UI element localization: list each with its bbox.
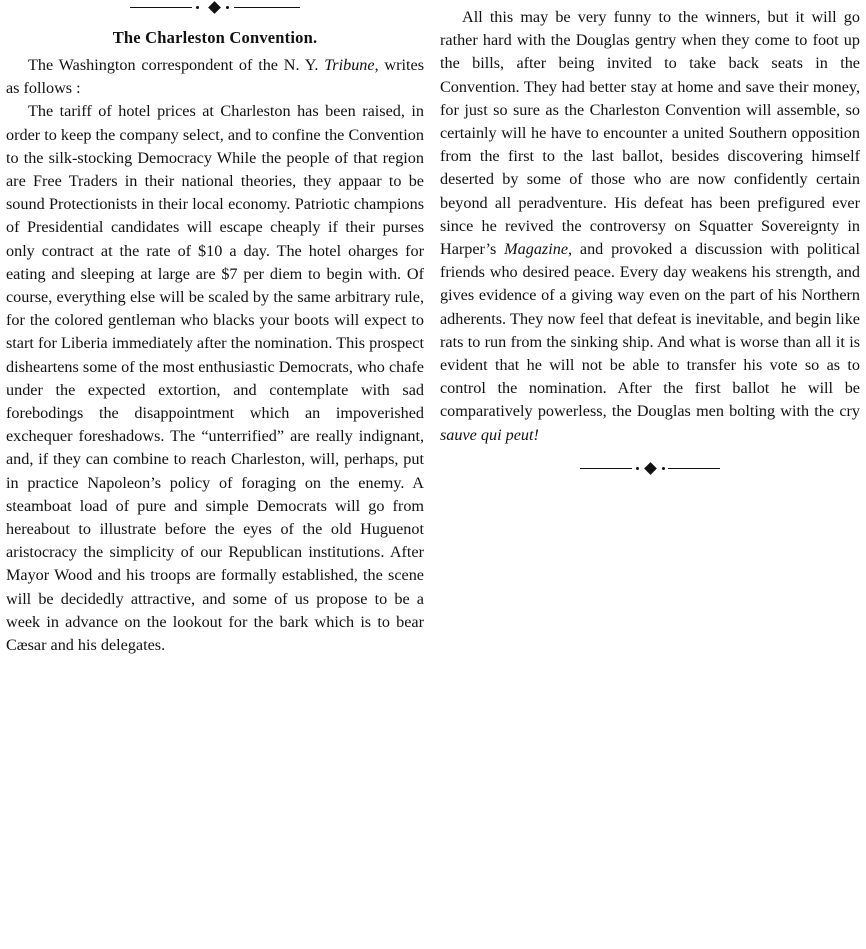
- right-body-paragraph: [440, 6, 860, 447]
- italic-run: Tribune: [324, 56, 375, 74]
- article-title: The Charleston Convention.: [112, 28, 318, 47]
- left-column: [6, 0, 424, 657]
- intro-paragraph: [6, 54, 424, 100]
- top-ornament-divider: [130, 0, 300, 16]
- right-column: [440, 0, 860, 477]
- text-run: , and provoked a discussion with political friends who desired peace. Every day weakens his strength, and gives evidence of a giving way even on the part of his Northern adherents. They now feel that defeat is inevitable, and begin like rats to run from the sinking ship. And what is worse than all it is evident that he will not be able to transfer his vote so as to control the nomination. After the first ballot he will be comparatively powerless, the Douglas men bolting with the cry: [440, 240, 860, 421]
- bottom-ornament-divider: [580, 461, 720, 477]
- left-body-paragraph: [6, 100, 424, 657]
- text-run: All this may be very funny to the winners, but it will go rather hard with the Douglas gentry when they come to foot up the bills, after being invited to take back seats in the Convention. They had better stay at home and save their money, for just so sure as the Charleston Convention will assemble, so certainly will he have to encounter a united Southern opposition from the first to the last ballot, besides discovering himself deserted by some of those who are now confidently certain beyond all peradventure. His defeat has been prefigured ever since he revived the controversy on Squatter Sovereignty in Harper’s: [440, 8, 860, 259]
- text-run: The tariff of hotel prices at Charleston has been raised, in order to keep the company select, and to confine the Convention to the silk-stocking Democracy While the people of that region are Free Traders in their national theories, they appaar to be sound Protectionists in their local economy. Patriotic champions of Presidential candidates will escape cheaply if their purses only contract at the rate of $10 a day. The hotel oharges for eating and sleeping at large are $7 per diem to begin with. Of course, everything else will be scaled by the same arbitrary rule, for the colored gentleman who blacks your boots will expect to start for Liberia immediately after the nomination. This prospect disheartens some of the most enthusiastic Democrats, who chafe under the expected extortion, and contemplate with sad forebodings the disappointment which an impoverished exchequer foreshadows. The “unterrified” are really indignant, and, if they can combine to reach Charleston, will, perhaps, put in practice Napoleon’s policy of foraging on the enemy. A steamboat load of pure and simple Democrats will go from hereabout to illustrate before the eyes of the old Huguenot aristocracy the simplicity of our Republican institutions. After Mayor Wood and his troops are formally established, the scene will be decidedly attractive, and some of us propose to be a week in advance on the lookout for the bark which is to bear Cæsar and his delegates.: [6, 102, 424, 655]
- text-run: The Washington correspondent of the N. Y.: [28, 56, 325, 74]
- text-run: , writes as follows :: [6, 56, 424, 98]
- italic-run: sauve qui peut!: [440, 425, 539, 444]
- italic-run: Magazine: [504, 240, 569, 259]
